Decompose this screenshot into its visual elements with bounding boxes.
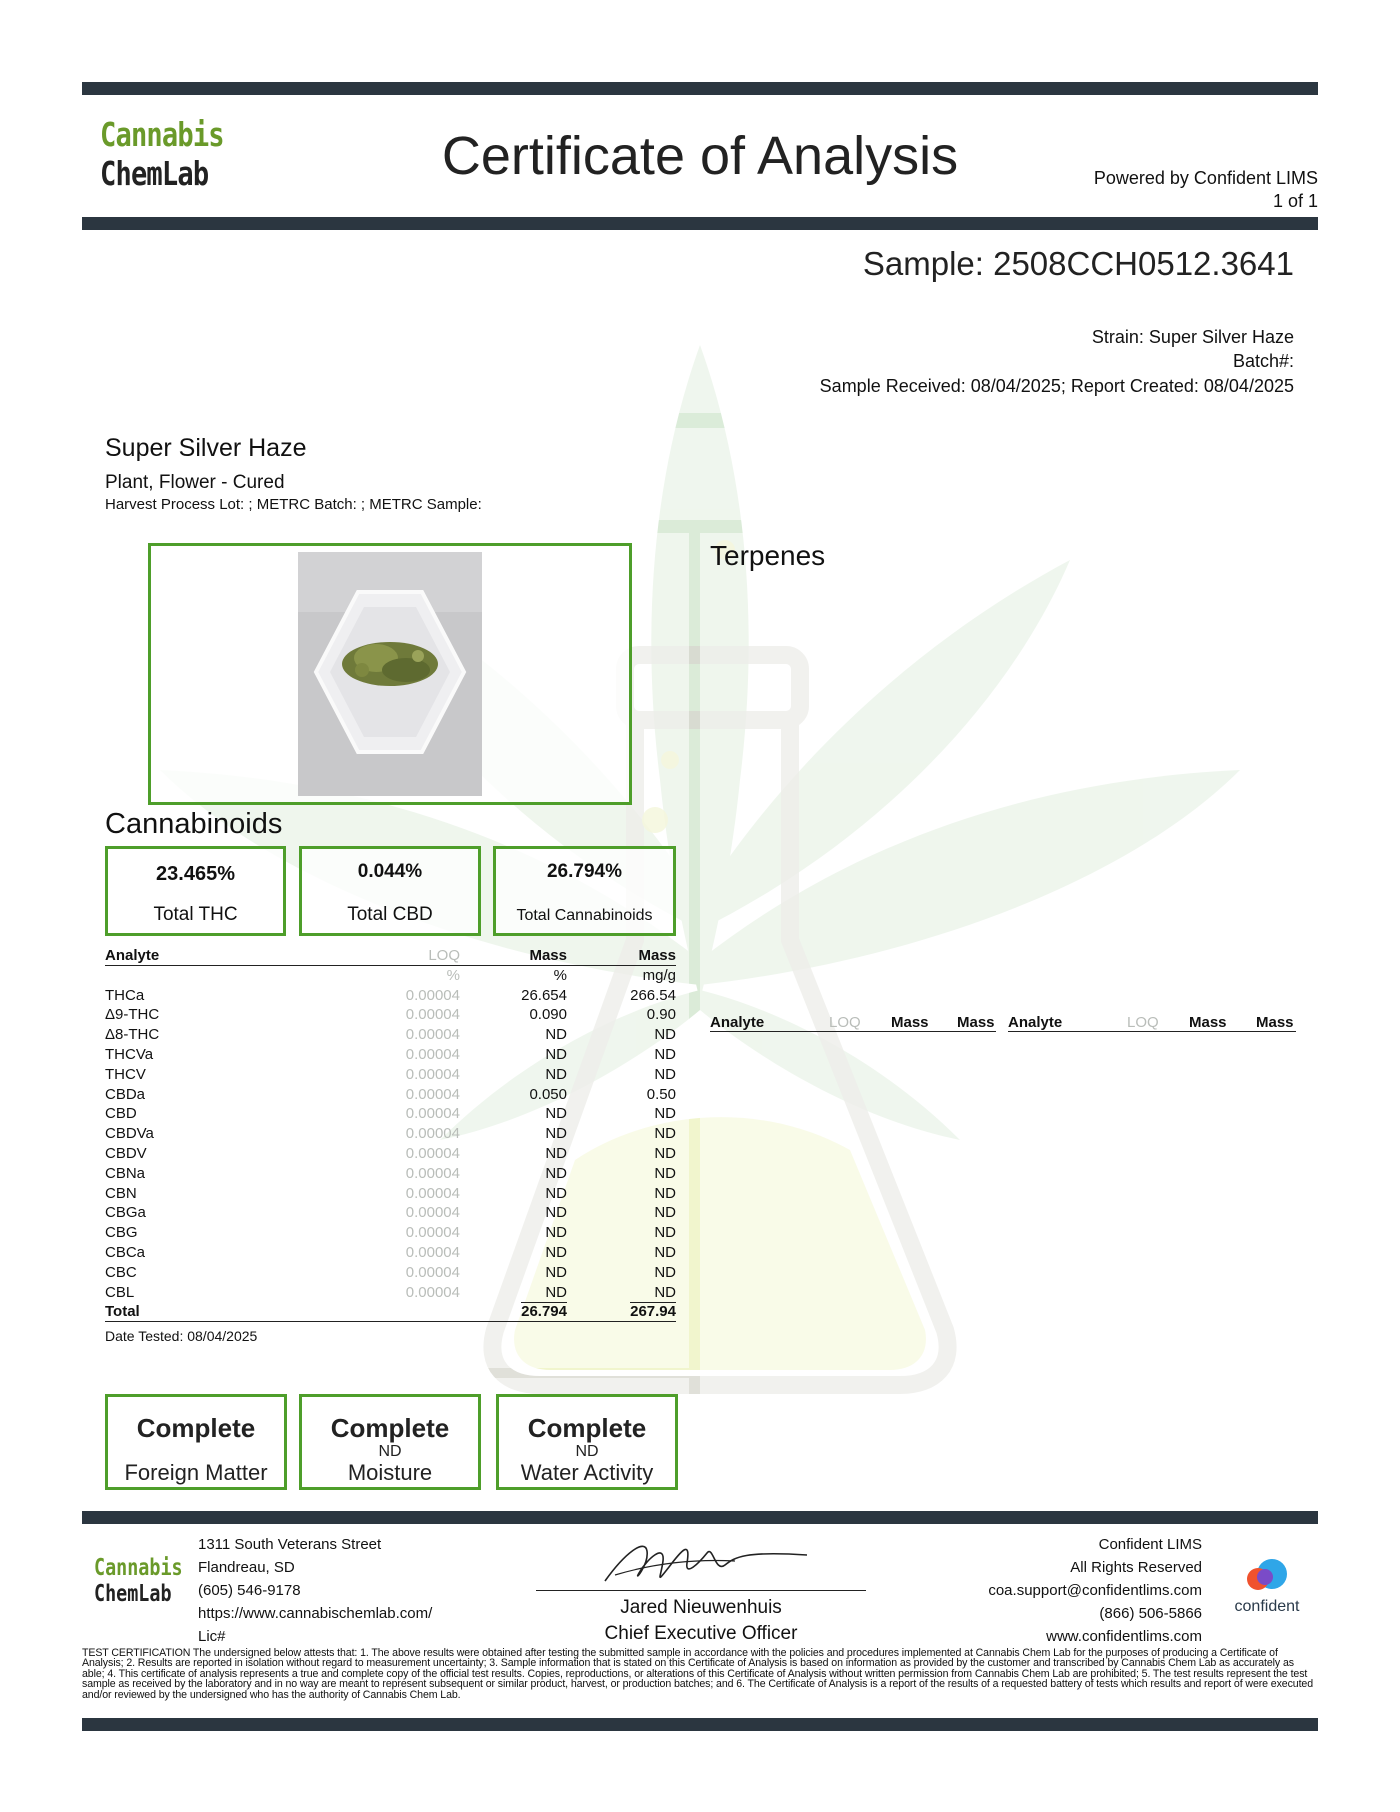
analyte-mass-pct: ND <box>545 1065 567 1083</box>
analyte-loq: 0.00004 <box>405 1065 460 1083</box>
cannabinoids-heading: Cannabinoids <box>105 808 283 840</box>
signature-image <box>595 1533 810 1593</box>
analyte-name: CBD <box>105 1105 137 1123</box>
signature-line <box>536 1590 866 1591</box>
signer-title: Chief Executive Officer <box>604 1623 798 1644</box>
analyte-mass-mg: ND <box>654 1125 676 1143</box>
analyte-name: CBL <box>105 1283 135 1301</box>
water-activity-sub: ND <box>575 1443 599 1460</box>
table-row <box>105 1184 676 1204</box>
terp-col-mass-3: Mass <box>1189 1014 1227 1031</box>
footer-border-bar <box>82 1511 1318 1524</box>
bottom-border-bar <box>82 1718 1318 1731</box>
terp-col-mass-2: Mass <box>957 1014 995 1031</box>
analyte-name: CBG <box>105 1224 138 1242</box>
terpenes-panel <box>700 533 1306 1493</box>
table-row <box>105 1085 676 1105</box>
analyte-mass-mg: ND <box>654 1204 676 1222</box>
lims-website[interactable]: www.confidentlims.com <box>1046 1628 1202 1645</box>
sample-strain: Strain: Super Silver Haze <box>1091 327 1294 347</box>
table-row <box>105 1025 676 1045</box>
logo-text-chemlab: ChemLab <box>100 154 209 193</box>
analyte-mass-pct: 26.654 <box>521 986 567 1004</box>
table-row <box>105 1065 676 1085</box>
analyte-mass-mg: ND <box>654 1263 676 1281</box>
top-border-bar <box>82 82 1318 95</box>
analyte-mass-mg: ND <box>654 1026 676 1044</box>
table-row <box>105 1005 676 1025</box>
analyte-mass-pct: ND <box>545 1283 567 1301</box>
analyte-name: CBC <box>105 1263 137 1281</box>
analyte-loq: 0.00004 <box>405 1144 460 1162</box>
analyte-name: THCVa <box>105 1045 154 1063</box>
analyte-mass-pct: ND <box>545 1105 567 1123</box>
terp-col-loq-1: LOQ <box>829 1014 861 1031</box>
analyte-loq: 0.00004 <box>405 1243 460 1261</box>
terpenes-heading: Terpenes <box>710 540 826 571</box>
table-row <box>105 986 676 1006</box>
total-cannabinoids-box <box>493 846 676 936</box>
analyte-mass-mg: 0.90 <box>646 1006 676 1024</box>
unit-mg: mg/g <box>642 966 676 984</box>
analyte-mass-pct: ND <box>545 1263 567 1281</box>
lims-email[interactable]: coa.support@confidentlims.com <box>988 1582 1202 1599</box>
confident-logo <box>1222 1552 1312 1622</box>
analyte-name: CBDV <box>105 1144 147 1162</box>
sample-photo <box>298 552 482 796</box>
analyte-name: CBN <box>105 1184 137 1202</box>
header-border-bar <box>82 217 1318 230</box>
total-thc-label: Total THC <box>153 904 238 925</box>
water-activity-title: Complete <box>527 1413 647 1443</box>
col-mass-pct: Mass <box>529 947 567 964</box>
logo-text-cannabis: Cannabis <box>100 115 224 154</box>
table-total-row <box>105 1302 676 1322</box>
analyte-mass-pct: ND <box>545 1026 567 1044</box>
table-row <box>105 1223 676 1243</box>
analyte-mass-pct: 0.090 <box>529 1006 567 1024</box>
analyte-mass-pct: ND <box>545 1125 567 1143</box>
lims-phone: (866) 506-5866 <box>1099 1605 1202 1622</box>
signer-name: Jared Nieuwenhuis <box>620 1597 782 1618</box>
lab-address-city: Flandreau, SD <box>198 1559 295 1576</box>
total-pct: 26.794 <box>521 1303 567 1321</box>
analyte-loq: 0.00004 <box>405 1105 460 1123</box>
total-cbd-box <box>299 846 481 936</box>
table-row <box>105 1164 676 1184</box>
terp-col-mass-4: Mass <box>1256 1014 1294 1031</box>
analyte-mass-pct: ND <box>545 1045 567 1063</box>
lims-rights: All Rights Reserved <box>1070 1559 1202 1576</box>
water-activity-status <box>496 1394 678 1490</box>
analyte-loq: 0.00004 <box>405 1045 460 1063</box>
product-lots: Harvest Process Lot: ; METRC Batch: ; METRC Sample: <box>105 496 482 513</box>
page-number: 1 of 1 <box>1272 191 1318 211</box>
terp-col-analyte-1: Analyte <box>710 1014 996 1032</box>
moisture-title: Complete <box>330 1413 450 1443</box>
cannabis-chemlab-logo <box>100 115 260 195</box>
table-row <box>105 1263 676 1283</box>
sample-batch: Batch#: <box>1232 351 1294 371</box>
analyte-mass-mg: 266.54 <box>630 986 676 1004</box>
analyte-mass-mg: ND <box>654 1105 676 1123</box>
analyte-mass-pct: ND <box>545 1144 567 1162</box>
analyte-mass-pct: ND <box>545 1164 567 1182</box>
footer-logo-chemlab: ChemLab <box>94 1581 172 1607</box>
foreign-matter-status <box>105 1394 287 1490</box>
confident-logo-text: confident <box>1234 1598 1300 1615</box>
analyte-mass-mg: ND <box>654 1224 676 1242</box>
date-tested: Date Tested: 08/04/2025 <box>105 1328 258 1345</box>
moisture-label: Moisture <box>347 1460 433 1485</box>
product-name: Super Silver Haze <box>105 434 307 462</box>
foreign-matter-title: Complete <box>136 1413 256 1443</box>
sample-dates: Sample Received: 08/04/2025; Report Created: 08/04/2025 <box>819 376 1294 396</box>
footer-logo-cannabis: Cannabis <box>94 1555 183 1581</box>
analyte-name: CBNa <box>105 1164 146 1182</box>
lab-address-block <box>198 1533 432 1648</box>
lab-license: Lic# <box>198 1628 226 1645</box>
analyte-name: CBCa <box>105 1243 146 1261</box>
unit-pct: % <box>553 966 567 984</box>
analyte-mass-pct: ND <box>545 1184 567 1202</box>
lims-name: Confident LIMS <box>1098 1536 1202 1553</box>
col-analyte: Analyte <box>105 947 160 964</box>
foreign-matter-label: Foreign Matter <box>124 1460 268 1485</box>
table-row <box>105 1243 676 1263</box>
total-cannabinoids-label: Total Cannabinoids <box>516 907 653 924</box>
analyte-mass-mg: 0.50 <box>646 1085 676 1103</box>
analyte-name: Δ9-THC <box>105 1006 160 1024</box>
total-cannabinoids-value: 26.794% <box>546 861 622 882</box>
water-activity-label: Water Activity <box>520 1460 654 1485</box>
table-header-row <box>105 946 676 966</box>
analyte-name: CBDVa <box>105 1125 154 1143</box>
confident-logo-icon <box>1222 1552 1312 1596</box>
analyte-mass-mg: ND <box>654 1184 676 1202</box>
analyte-mass-mg: ND <box>654 1065 676 1083</box>
moisture-status <box>299 1394 481 1490</box>
analyte-name: CBGa <box>105 1204 146 1222</box>
unit-loq: % <box>446 966 460 984</box>
total-thc-box <box>105 846 286 936</box>
col-mass-mg: Mass <box>638 947 676 964</box>
analyte-loq: 0.00004 <box>405 1125 460 1143</box>
total-cbd-value: 0.044% <box>357 861 423 882</box>
lab-phone: (605) 546-9178 <box>198 1582 301 1599</box>
lab-address-street: 1311 South Veterans Street <box>198 1536 382 1553</box>
analyte-mass-pct: ND <box>545 1224 567 1242</box>
analyte-name: Δ8-THC <box>105 1026 160 1044</box>
total-cbd-label: Total CBD <box>347 904 433 925</box>
analyte-loq: 0.00004 <box>405 1006 460 1024</box>
analyte-loq: 0.00004 <box>405 1263 460 1281</box>
analyte-loq: 0.00004 <box>405 1164 460 1182</box>
lab-website[interactable]: https://www.cannabischemlab.com/ <box>198 1605 433 1622</box>
analyte-name: THCa <box>105 986 145 1004</box>
footer-logo <box>94 1555 184 1607</box>
table-units-row <box>105 966 676 986</box>
table-row <box>105 1124 676 1144</box>
col-loq: LOQ <box>428 947 460 964</box>
analyte-loq: 0.00004 <box>405 1224 460 1242</box>
analyte-loq: 0.00004 <box>405 1026 460 1044</box>
analyte-loq: 0.00004 <box>405 1085 460 1103</box>
table-row <box>105 1144 676 1164</box>
cannabinoid-table <box>105 946 676 1344</box>
lims-contact-block <box>988 1533 1202 1648</box>
analyte-loq: 0.00004 <box>405 1283 460 1301</box>
analyte-mass-mg: ND <box>654 1283 676 1301</box>
total-thc-value: 23.465% <box>156 863 235 885</box>
page-title: Certificate of Analysis <box>441 126 959 186</box>
analyte-loq: 0.00004 <box>405 1184 460 1202</box>
moisture-sub: ND <box>378 1443 402 1460</box>
analyte-mass-mg: ND <box>654 1045 676 1063</box>
analyte-name: THCV <box>105 1065 146 1083</box>
sample-id: Sample: 2508CCH0512.3641 <box>862 245 1294 282</box>
table-row <box>105 1104 676 1124</box>
analyte-mass-mg: ND <box>654 1164 676 1182</box>
terp-col-analyte-2: Analyte <box>1008 1014 1296 1032</box>
terpenes-table-header <box>710 1014 1296 1036</box>
analyte-mass-pct: ND <box>545 1204 567 1222</box>
terp-col-loq-2: LOQ <box>1127 1014 1159 1031</box>
table-row <box>105 1045 676 1065</box>
table-row <box>105 1283 676 1303</box>
product-type: Plant, Flower - Cured <box>105 472 285 493</box>
analyte-loq: 0.00004 <box>405 986 460 1004</box>
analyte-mass-mg: ND <box>654 1144 676 1162</box>
terp-col-mass-1: Mass <box>891 1014 929 1031</box>
analyte-mass-mg: ND <box>654 1243 676 1261</box>
table-row <box>105 1203 676 1223</box>
total-mg: 267.94 <box>630 1303 676 1321</box>
test-certification-text: TEST CERTIFICATION The undersigned below attests that: 1. The above results were obtained after testing the submitted sample in accordance with the policies and procedures implemented at Cannabis Chem Lab for the purposes of producing a Certificate of Analysis; 2. Results are reported in isolation without regard to measurement uncertainty; 3. Sample information that is stated on this Certificate of Analysis is based on information as provided by the customer and transcribed by Cannabis Chem Lab as accurately as able; 4. This certificate of analysis represents a true and complete copy of the official test results. Copies, reproductions, or alterations of this Certificate of Analysis without written permission from Cannabis Chem Lab are prohibited; 5. The test results represent the test sample as received by the laboratory and in no way are meant to represent subsequent or similar product, harvest, or production batches; and 6. The Certificate of Analysis is a report of the results of a requested battery of tests which results and report of were executed and/or reviewed by the undersigned who has the authority of Cannabis Chem Lab. <box>82 1647 1313 1701</box>
total-label: Total <box>105 1303 140 1321</box>
analyte-mass-pct: 0.050 <box>529 1085 567 1103</box>
analyte-loq: 0.00004 <box>405 1204 460 1222</box>
powered-by: Powered by Confident LIMS <box>1093 168 1318 188</box>
analyte-mass-pct: ND <box>545 1243 567 1261</box>
analyte-name: CBDa <box>105 1085 146 1103</box>
